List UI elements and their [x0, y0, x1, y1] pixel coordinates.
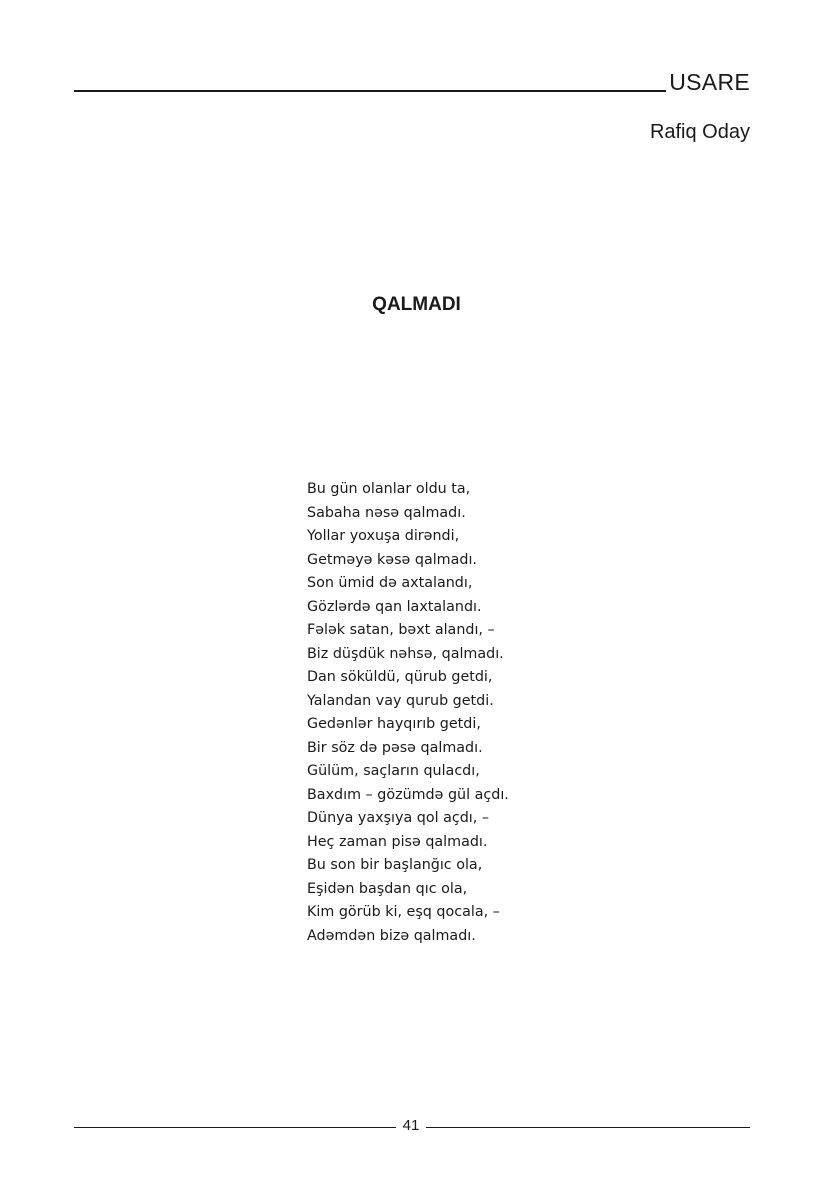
footer-rule-left	[74, 1127, 396, 1128]
poem-line: Adəmdən bizə qalmadı.	[307, 927, 476, 944]
author-name: Rafiq Oday	[649, 121, 750, 143]
page-number: 41	[402, 1117, 420, 1134]
journal-name: USARE	[669, 69, 750, 95]
poem-body	[307, 478, 509, 948]
footer-rule-right	[426, 1127, 750, 1128]
header-rule	[74, 90, 666, 92]
poem-line: Gedənlər hayqırıb getdi,	[307, 716, 481, 732]
poem-line: Dünya yaxşıya qol açdı, –	[307, 810, 490, 826]
poem-line: Bir söz də pəsə qalmadı.	[307, 739, 483, 756]
poem-line: Gözlərdə qan laxtalandı.	[307, 598, 482, 615]
poem-line: Eşidən başdan qıc ola,	[307, 880, 468, 897]
poem-line: Yalandan vay qurub getdi.	[307, 692, 494, 709]
poem-line: Son ümid də axtalandı,	[307, 575, 473, 591]
poem-line: Bu son bir başlanğıc ola,	[307, 857, 483, 873]
poem-line: Getməyə kəsə qalmadı.	[307, 551, 477, 568]
poem-line: Kim görüb ki, eşq qocala, –	[307, 904, 500, 920]
poem-line: Biz düşdük nəhsə, qalmadı.	[307, 645, 504, 662]
poem-line: Bu gün olanlar oldu ta,	[307, 481, 471, 497]
poem-line: Sabaha nəsə qalmadı.	[307, 504, 466, 521]
poem-line: Baxdım – gözümdə gül açdı.	[307, 786, 509, 803]
poem-line: Heç zaman pisə qalmadı.	[307, 833, 488, 850]
poem-line: Yollar yoxuşa dirəndi,	[307, 528, 460, 544]
poem-line: Fələk satan, bəxt alandı, –	[307, 622, 495, 638]
poem-line: Gülüm, saçların qulacdı,	[307, 763, 480, 779]
poem-line: Dan söküldü, qürub getdi,	[307, 669, 493, 685]
poem-title: QALMADI	[372, 294, 461, 315]
